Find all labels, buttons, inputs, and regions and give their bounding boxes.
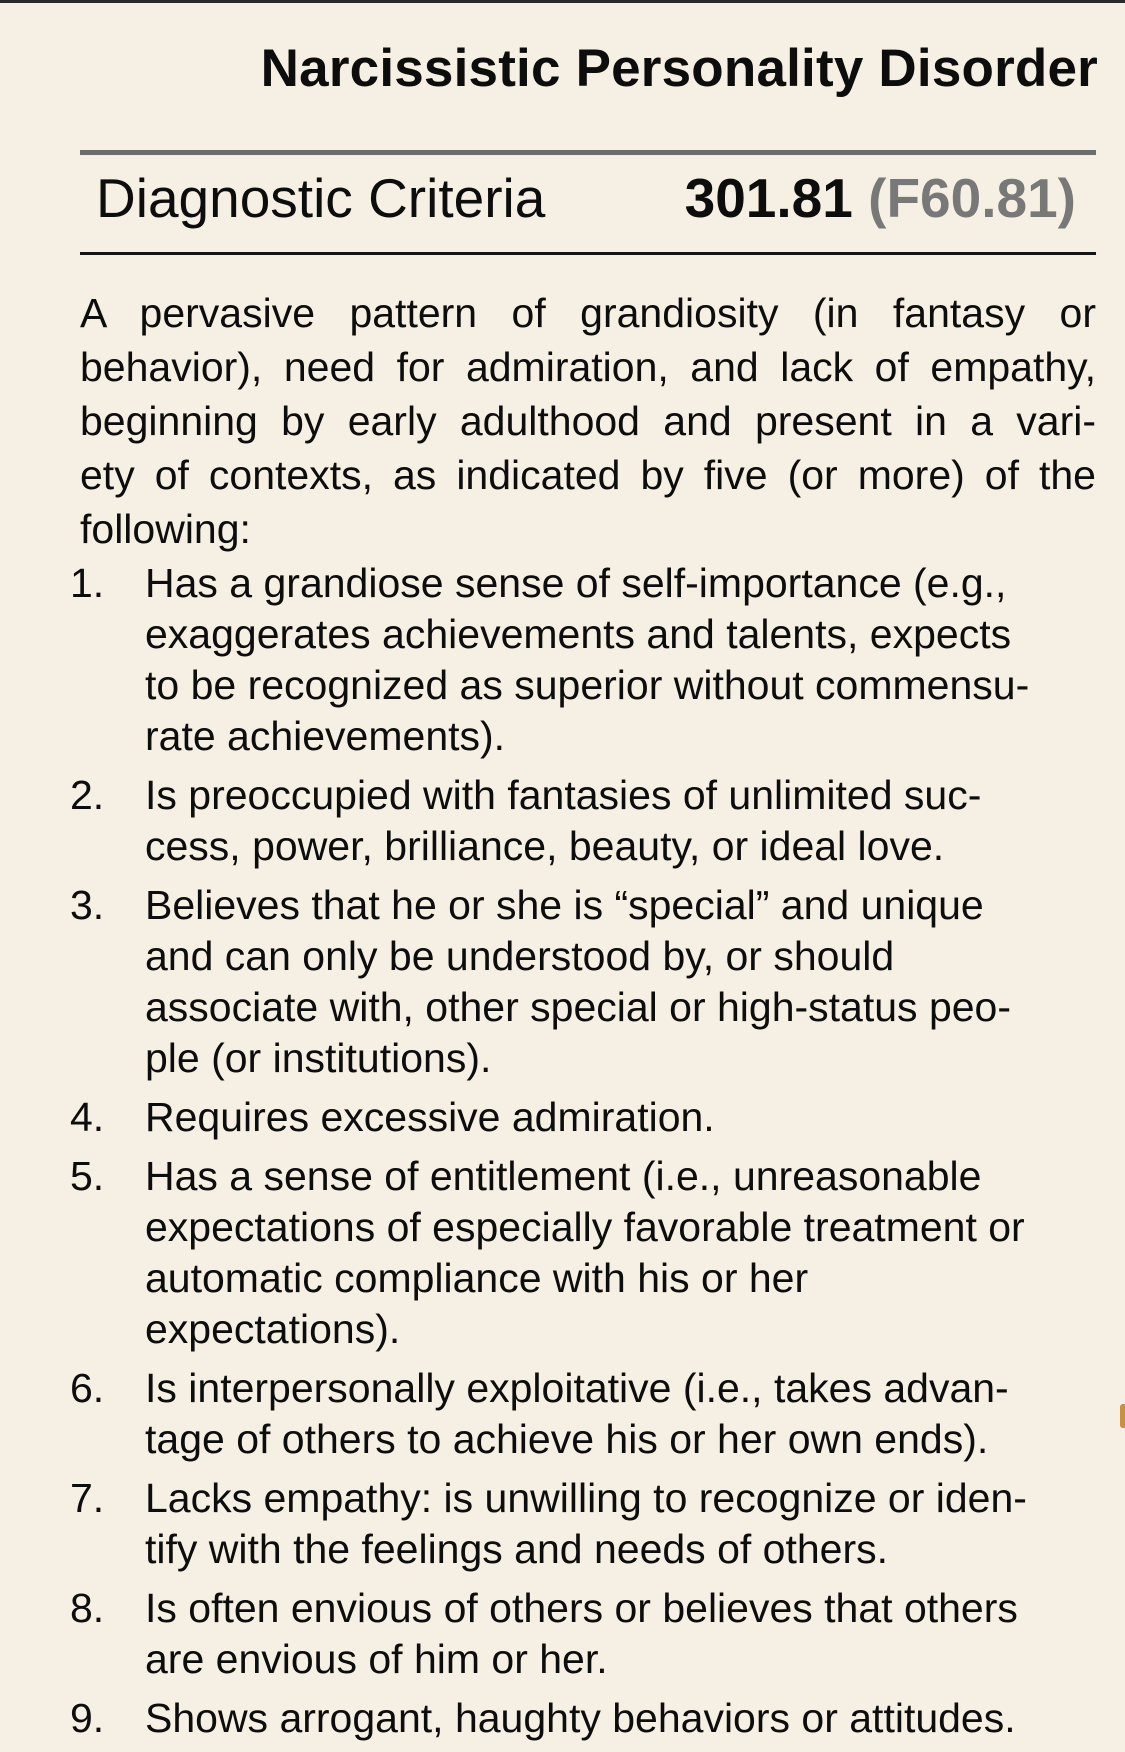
criterion-line: Is preoccupied with fantasies of unlimited suc- bbox=[145, 772, 982, 818]
criterion-number: 4. bbox=[70, 1094, 105, 1140]
criterion-line: tage of others to achieve his or her own ends). bbox=[145, 1416, 989, 1462]
dsm-code: 301.81 bbox=[684, 167, 853, 229]
criterion-text bbox=[145, 1693, 1125, 1744]
criteria-list bbox=[0, 558, 1125, 1752]
criterion-item bbox=[0, 880, 1125, 1084]
criterion-line: Is interpersonally exploitative (i.e., takes advan- bbox=[145, 1365, 1009, 1411]
criterion-line: Is often envious of others or believes that others bbox=[145, 1585, 1018, 1631]
intro-paragraph bbox=[80, 286, 1096, 556]
criterion-item bbox=[0, 1473, 1125, 1575]
criterion-line: are envious of him or her. bbox=[145, 1636, 608, 1682]
criterion-line: cess, power, brilliance, beauty, or ideal love. bbox=[145, 823, 945, 869]
criterion-line: expectations). bbox=[145, 1306, 401, 1352]
criterion-line: Lacks empathy: is unwilling to recognize or iden- bbox=[145, 1475, 1027, 1521]
page-edge-marker bbox=[1120, 1404, 1125, 1428]
criterion-text bbox=[145, 558, 1125, 762]
criterion-item bbox=[0, 1693, 1125, 1744]
criterion-item bbox=[0, 1583, 1125, 1685]
criterion-item bbox=[0, 1151, 1125, 1355]
criterion-line: expectations of especially favorable treatment or bbox=[145, 1204, 1025, 1250]
criterion-item bbox=[0, 1092, 1125, 1143]
intro-line: following: bbox=[80, 506, 251, 552]
header-bottom-rule bbox=[80, 252, 1096, 255]
criterion-text bbox=[145, 770, 1125, 872]
top-border bbox=[0, 0, 1125, 3]
criterion-line: Believes that he or she is “special” and unique bbox=[145, 882, 984, 928]
criterion-item bbox=[0, 558, 1125, 762]
criterion-line: Has a grandiose sense of self-importance (e.g., bbox=[145, 560, 1007, 606]
intro-line: beginning by early adulthood and present in a vari- bbox=[80, 398, 1096, 444]
criterion-line: Shows arrogant, haughty behaviors or attitudes. bbox=[145, 1695, 1016, 1741]
criterion-number: 1. bbox=[70, 560, 105, 606]
criterion-line: and can only be understood by, or should bbox=[145, 933, 895, 979]
criterion-text bbox=[145, 1363, 1125, 1465]
header-top-rule bbox=[80, 150, 1096, 155]
criterion-line: Has a sense of entitlement (i.e., unreasonable bbox=[145, 1153, 982, 1199]
criterion-number: 7. bbox=[70, 1475, 105, 1521]
criterion-text bbox=[145, 1151, 1125, 1355]
criterion-text bbox=[145, 1473, 1125, 1575]
criterion-line: ple (or institutions). bbox=[145, 1035, 492, 1081]
criterion-line: to be recognized as superior without commensu- bbox=[145, 662, 1030, 708]
criterion-number: 6. bbox=[70, 1365, 105, 1411]
criterion-text bbox=[145, 1583, 1125, 1685]
criterion-line: automatic compliance with his or her bbox=[145, 1255, 809, 1301]
criterion-number: 2. bbox=[70, 772, 105, 818]
criterion-number: 5. bbox=[70, 1153, 105, 1199]
criteria-label: Diagnostic Criteria bbox=[96, 167, 546, 229]
criterion-number: 9. bbox=[70, 1695, 105, 1741]
criterion-number: 8. bbox=[70, 1585, 105, 1631]
criteria-header bbox=[96, 166, 1076, 242]
criterion-text bbox=[145, 880, 1125, 1084]
criterion-item bbox=[0, 1363, 1125, 1465]
intro-line: behavior), need for admiration, and lack of empathy, bbox=[80, 344, 1096, 390]
intro-line: ety of contexts, as indicated by five (or more) of the bbox=[80, 452, 1096, 498]
criterion-line: rate achievements). bbox=[145, 713, 506, 759]
criterion-line: exaggerates achievements and talents, expects bbox=[145, 611, 1012, 657]
intro-line: A pervasive pattern of grandiosity (in fantasy or bbox=[80, 290, 1096, 336]
diagnostic-codes bbox=[685, 166, 1076, 230]
criterion-item bbox=[0, 770, 1125, 872]
criterion-number: 3. bbox=[70, 882, 105, 928]
criterion-line: Requires excessive admiration. bbox=[145, 1094, 715, 1140]
icd-code: (F60.81) bbox=[868, 167, 1076, 229]
criterion-line: tify with the feelings and needs of others. bbox=[145, 1526, 889, 1572]
criterion-text bbox=[145, 1092, 1125, 1143]
page-title: Narcissistic Personality Disorder bbox=[260, 39, 1098, 98]
criterion-line: associate with, other special or high-status peo- bbox=[145, 984, 1012, 1030]
